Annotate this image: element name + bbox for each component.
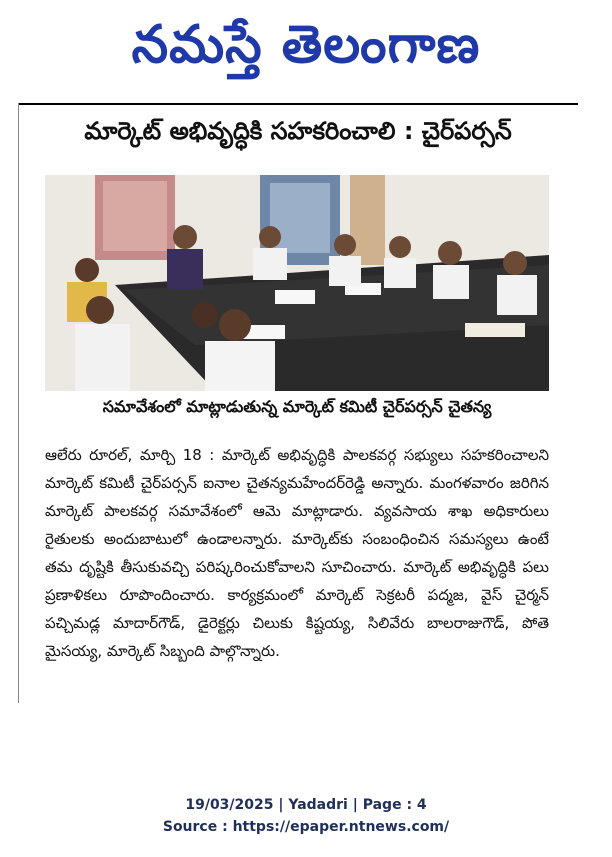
news-clipping <box>18 103 578 703</box>
clipping-top-rule <box>18 103 578 105</box>
article-body: ఆలేరు రూరల్, మార్చి 18 : మార్కెట్ అభివృద్ధికి పాలకవర్గ సభ్యులు సహకరించాలని మార్కెట్ కమిటీ చైర్‌పర్సన్ ఐనాల చైతన్యమహేందర్‌రెడ్డి అన్నారు. మంగళవారం జరిగిన మార్కెట్ పాలకవర్గ సమావేశంలో ఆమె మాట్లాడారు. వ్యవసాయ శాఖ అధికారులు రైతులకు అందుబాటులో ఉండాలన్నారు. మార్కెట్‌కు సంబంధించిన సమస్యలు ఉంటే తమ దృష్టికి తీసుకువచ్చి పరిష్కరించుకోవాలని సూచించారు. మార్కెట్ అభివృద్ధికి పలు ప్రణాళికలు రూపొందించారు. కార్యక్రమంలో మార్కెట్ సెక్రటరీ పద్మజ, వైస్ చైర్మన్ పచ్చిమడ్ల మాదార్‌గౌడ్, డైరెక్టర్లు చిలుకు కిష్టయ్య, సిలివేరు బాలరాజుగౌడ్, పోతె మైసయ్య, మార్కెట్ సిబ్బంది పాల్గొన్నారు. <box>45 446 549 660</box>
clipping-left-rule <box>18 103 19 703</box>
newspaper-masthead: నమస్తే తెలంగాణ <box>131 15 481 75</box>
source-line: Source : https://epaper.ntnews.com/ <box>162 819 450 835</box>
photo-caption: సమావేశంలో మాట్లాడుతున్న మార్కెట్ కమిటీ చైర్‌పర్సన్ చైతన్య <box>102 397 492 416</box>
meeting-photo <box>45 175 549 391</box>
article-headline: మార్కెట్ అభివృద్ధికి సహకరించాలి : చైర్‌పర్సన్ <box>84 117 512 145</box>
publication-date-line: 19/03/2025 | Yadadri | Page : 4 <box>185 797 427 813</box>
